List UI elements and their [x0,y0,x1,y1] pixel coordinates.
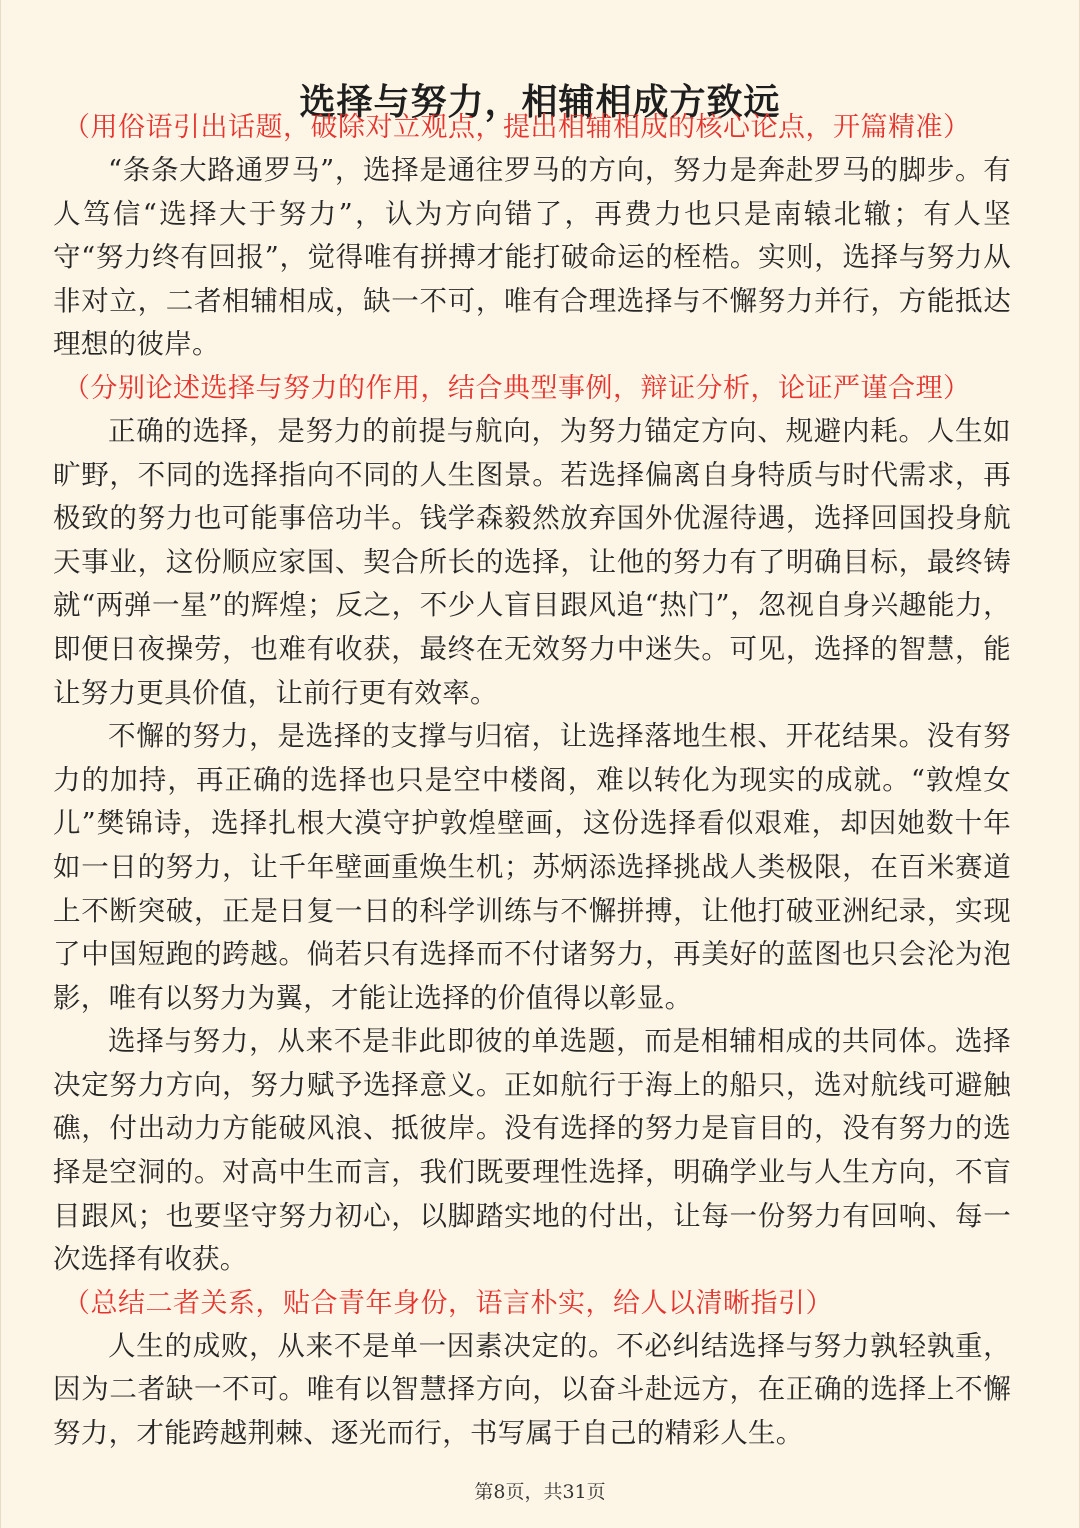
essay-body [53,106,1011,1456]
paragraph-effort: 不懈的努力，是选择的支撑与归宿，让选择落地生根、开花结果。没有努力的加持，再正确的选择也只是空中楼阁，难以转化为现实的成就。“敦煌女儿”樊锦诗，选择扎根大漠守护敦煌壁画，这份选择看似艰难，却因她数十年如一日的努力，让千年壁画重焕生机；苏炳添选择挑战人类极限，在百米赛道上不断突破，正是日复一日的科学训练与不懈拼搏，让他打破亚洲纪录，实现了中国短跑的跨越。倘若只有选择而不付诸努力，再美好的蓝图也只会沦为泡影，唯有以努力为翼，才能让选择的价值得以彰显。 [53,720,1011,1014]
paragraph-relationship: 选择与努力，从来不是非此即彼的单选题，而是相辅相成的共同体。选择决定努力方向，努力赋予选择意义。正如航行于海上的船只，选对航线可避触礁，付出动力方能破风浪、抵彼岸。没有选择的努力是盲目的，没有努力的选择是空洞的。对高中生而言，我们既要理性选择，明确学业与人生方向，不盲目跟风；也要坚守努力初心，以脚踏实地的付出，让每一份努力有回响、每一次选择有收获。 [53,1025,1011,1276]
paragraph-choice: 正确的选择，是努力的前提与航向，为努力锚定方向、规避内耗。人生如旷野，不同的选择指向不同的人生图景。若选择偏离自身特质与时代需求，再极致的努力也可能事倍功半。钱学森毅然放弃国外优渥待遇，选择回国投身航天事业，这份顺应家国、契合所长的选择，让他的努力有了明确目标，最终铸就“两弹一星”的辉煌；反之，不少人盲目跟风追“热门”，忽视自身兴趣能力，即便日夜操劳，也难有收获，最终在无效努力中迷失。可见，选择的智慧，能让努力更具价值，让前行更有效率。 [53,414,1011,709]
annotation-body: （分别论述选择与努力的作用，结合典型事例，辩证分析，论证严谨合理） [63,372,971,404]
annotation-conclusion: （总结二者关系，贴合青年身份，语言朴实，给人以清晰指引） [63,1287,833,1319]
page-number: 第8页，共31页 [474,1481,606,1503]
document-title: 选择与努力，相辅相成方致远 [299,81,781,124]
paragraph-intro: “条条大路通罗马”，选择是通往罗马的方向，努力是奔赴罗马的脚步。有人笃信“选择大于努力”，认为方向错了，再费力也只是南辕北辙；有人坚守“努力终有回报”，觉得唯有拼搏才能打破命运的桎梏。实则，选择与努力从非对立，二者相辅相成，缺一不可，唯有合理选择与不懈努力并行，方能抵达理想的彼岸。 [53,154,1011,361]
paragraph-conclusion: 人生的成败，从来不是单一因素决定的。不必纠结选择与努力孰轻孰重，因为二者缺一不可。唯有以智慧择方向，以奋斗赴远方，在正确的选择上不懈努力，才能跨越荆棘、逐光而行，书写属于自己的精彩人生。 [53,1329,1011,1450]
annotation-intro: （用俗语引出话题，破除对立观点，提出相辅相成的核心论点，开篇精准） [63,112,971,143]
